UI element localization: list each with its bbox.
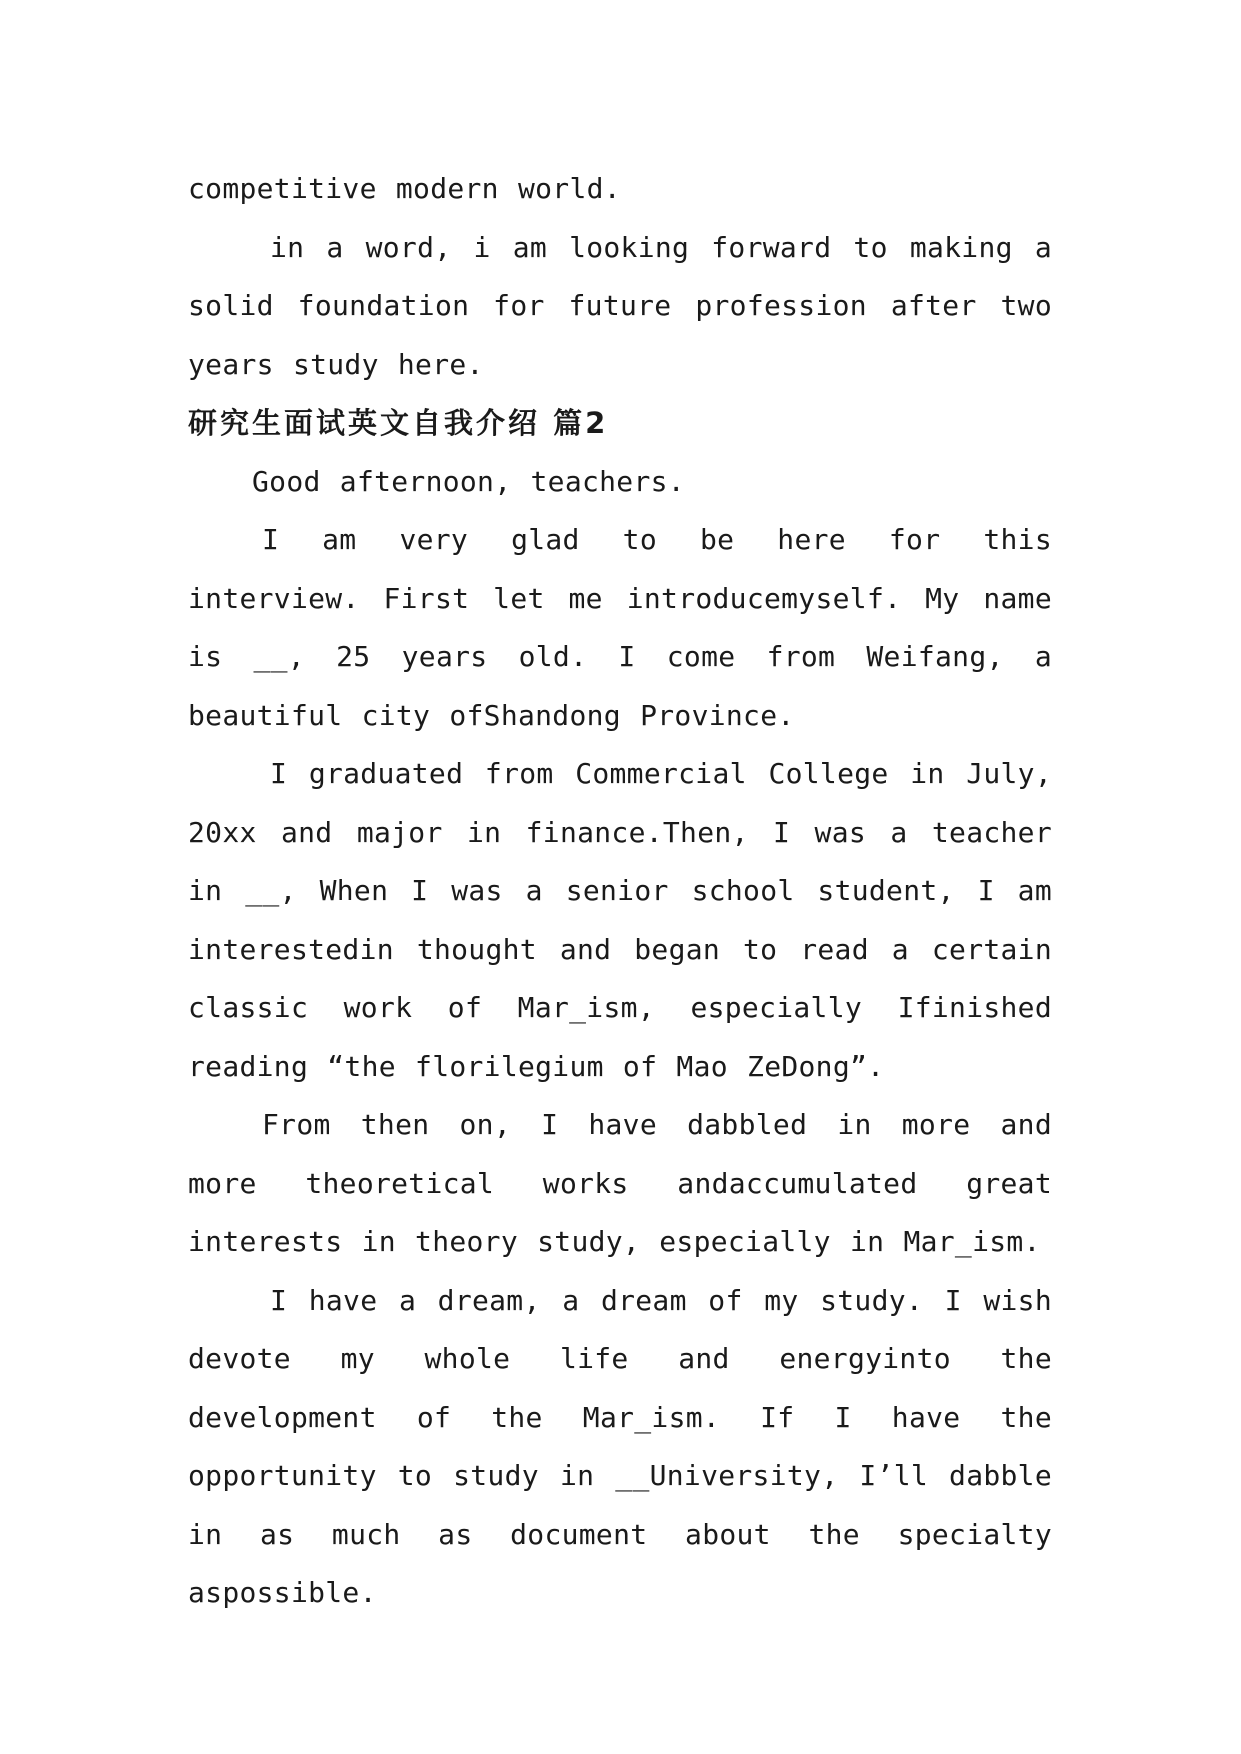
paragraph-continued: competitive modern world. <box>188 172 621 205</box>
paragraph-greeting: Good afternoon, teachers. <box>252 464 685 498</box>
paragraph-intro: I am very glad to be here for this interview. First let me introducemyself. My name is __, 25 years old. I come from Weifang, a beautiful city ofShandong Province. <box>188 523 1052 732</box>
section-heading: 研究生面试英文自我介绍 篇2 <box>188 406 609 440</box>
paragraph-dream: I have a dream, a dream of my study. I wish devote my whole life and energyinto the development of the Mar_ism. If I have the opportunity to study in __University, I’ll dabble in as much as document about the specialty aspossible. <box>188 1283 1052 1609</box>
paragraph-in-a-word: in a word, i am looking forward to making a solid foundation for future profession after two years study here. <box>188 230 1052 381</box>
paragraph-graduated: I graduated from Commercial College in July, 20xx and major in finance.Then, I was a teacher in __, When I was a senior school student, I am interestedin thought and began to read a certain classic work of Mar_ism, especially Ifinished reading “the florilegium of Mao ZeDong”. <box>188 757 1052 1083</box>
paragraph-then: From then on, I have dabbled in more and more theoretical works andaccumulated great interests in theory study, especially in Mar_ism. <box>188 1108 1052 1258</box>
document-page <box>188 160 1052 1623</box>
